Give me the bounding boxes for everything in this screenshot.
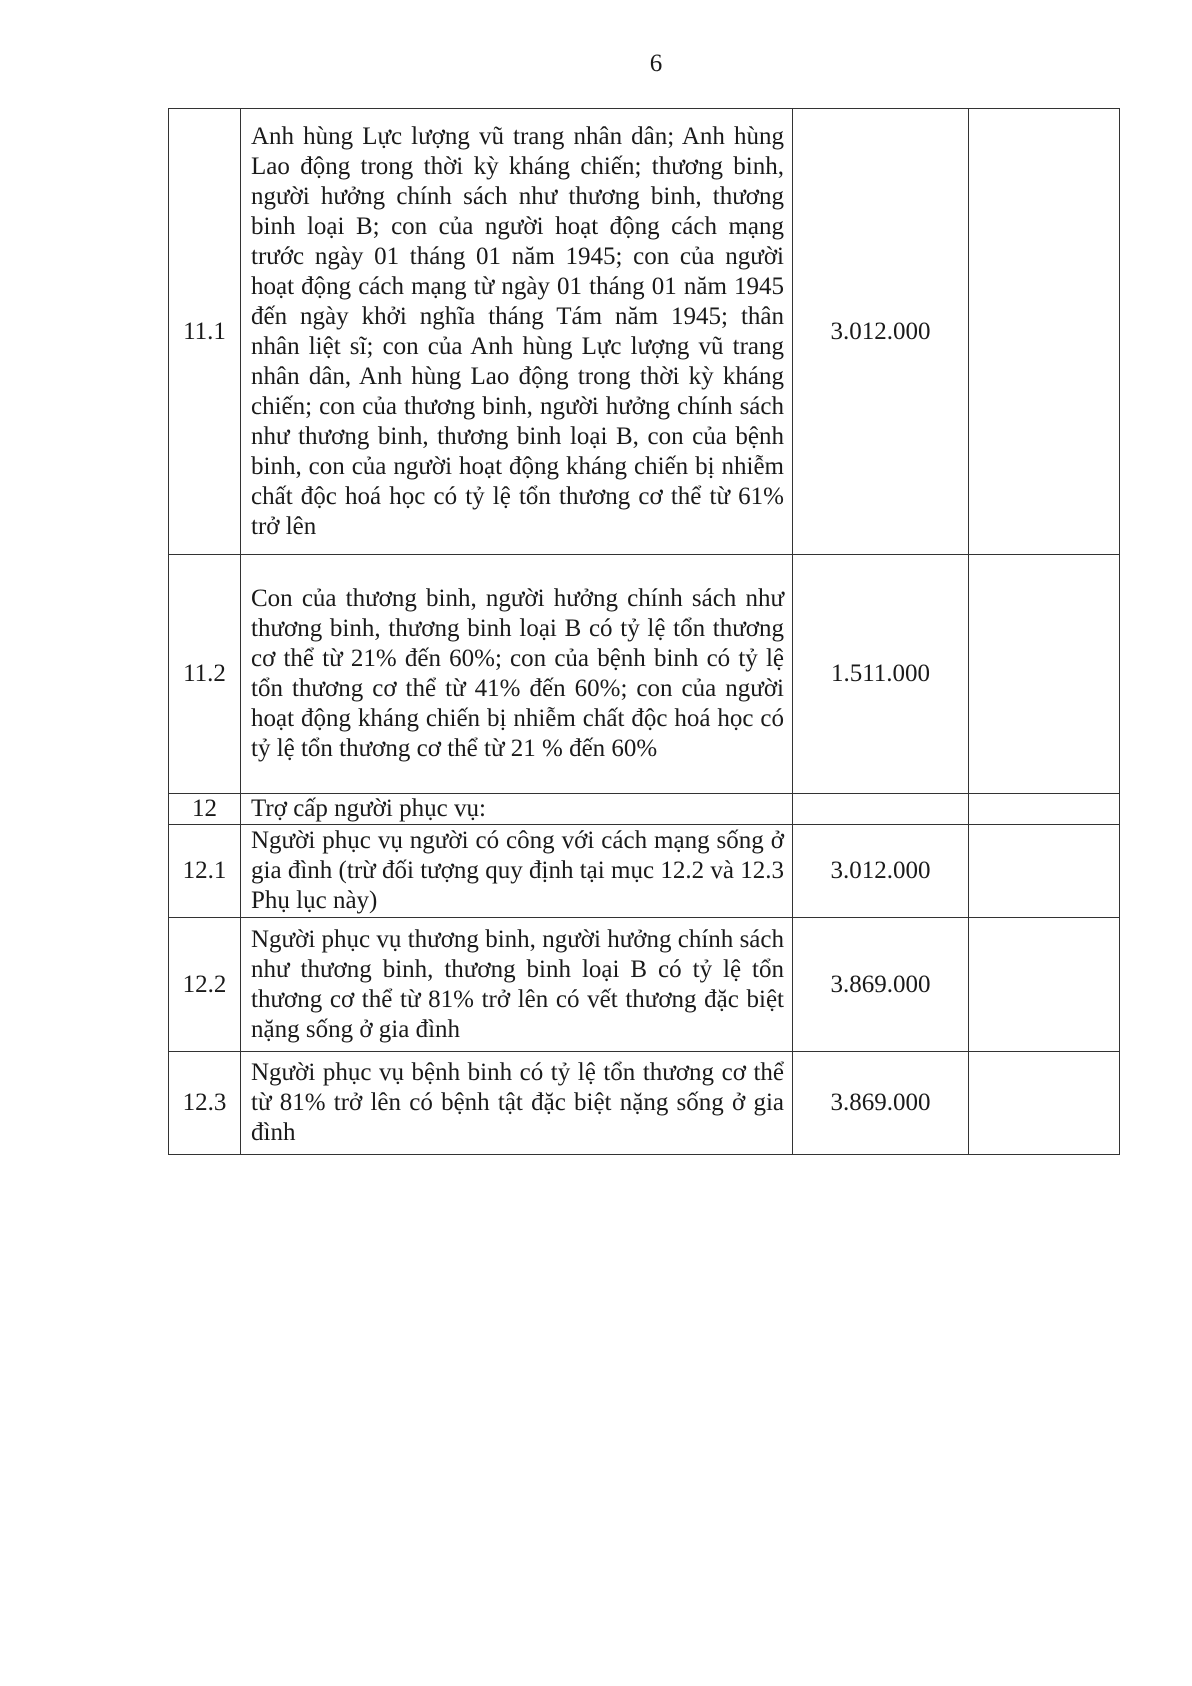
row-number: 11.1 <box>169 109 241 555</box>
row-description: Trợ cấp người phục vụ: <box>241 794 793 825</box>
table-row <box>169 1052 1120 1155</box>
row-note <box>969 109 1120 555</box>
allowance-table <box>168 108 1120 1155</box>
table-row <box>169 109 1120 555</box>
row-number: 12.3 <box>169 1052 241 1155</box>
row-amount: 3.869.000 <box>793 1052 969 1155</box>
table-row <box>169 794 1120 825</box>
table-row <box>169 825 1120 918</box>
row-note <box>969 825 1120 918</box>
row-amount: 1.511.000 <box>793 555 969 794</box>
row-description: Người phục vụ người có công với cách mạng sống ở gia đình (trừ đối tượng quy định tại mục 12.2 và 12.3 Phụ lục này) <box>241 825 793 918</box>
row-description: Anh hùng Lực lượng vũ trang nhân dân; Anh hùng Lao động trong thời kỳ kháng chiến; thương binh, người hưởng chính sách như thương binh, thương binh loại B; con của người hoạt động cách mạng trước ngày 01 tháng 01 năm 1945; con của người hoạt động cách mạng từ ngày 01 tháng 01 năm 1945 đến ngày khởi nghĩa tháng Tám năm 1945; thân nhân liệt sĩ; con của Anh hùng Lực lượng vũ trang nhân dân, Anh hùng Lao động trong thời kỳ kháng chiến; con của thương binh, người hưởng chính sách như thương binh, thương binh loại B, con của bệnh binh, con của người hoạt động kháng chiến bị nhiễm chất độc hoá học có tỷ lệ tổn thương cơ thể từ 61% trở lên <box>241 109 793 555</box>
row-number: 12.1 <box>169 825 241 918</box>
row-number: 12 <box>169 794 241 825</box>
table-row <box>169 918 1120 1052</box>
page-number: 6 <box>649 50 663 77</box>
row-amount: 3.012.000 <box>793 109 969 555</box>
row-number: 11.2 <box>169 555 241 794</box>
row-description: Người phục vụ bệnh binh có tỷ lệ tổn thương cơ thể từ 81% trở lên có bệnh tật đặc biệt nặng sống ở gia đình <box>241 1052 793 1155</box>
row-note <box>969 555 1120 794</box>
table-row <box>169 555 1120 794</box>
row-number: 12.2 <box>169 918 241 1052</box>
row-amount: 3.869.000 <box>793 918 969 1052</box>
row-note <box>969 918 1120 1052</box>
row-description: Con của thương binh, người hưởng chính sách như thương binh, thương binh loại B có tỷ lệ tổn thương cơ thể từ 21% đến 60%; con của bệnh binh có tỷ lệ tổn thương cơ thể từ 41% đến 60%; con của người hoạt động kháng chiến bị nhiễm chất độc hoá học có tỷ lệ tổn thương cơ thể từ 21 % đến 60% <box>241 555 793 794</box>
row-note <box>969 794 1120 825</box>
row-amount: 3.012.000 <box>793 825 969 918</box>
row-note <box>969 1052 1120 1155</box>
row-description: Người phục vụ thương binh, người hưởng chính sách như thương binh, thương binh loại B có tỷ lệ tổn thương cơ thể từ 81% trở lên có vết thương đặc biệt nặng sống ở gia đình <box>241 918 793 1052</box>
row-amount <box>793 794 969 825</box>
